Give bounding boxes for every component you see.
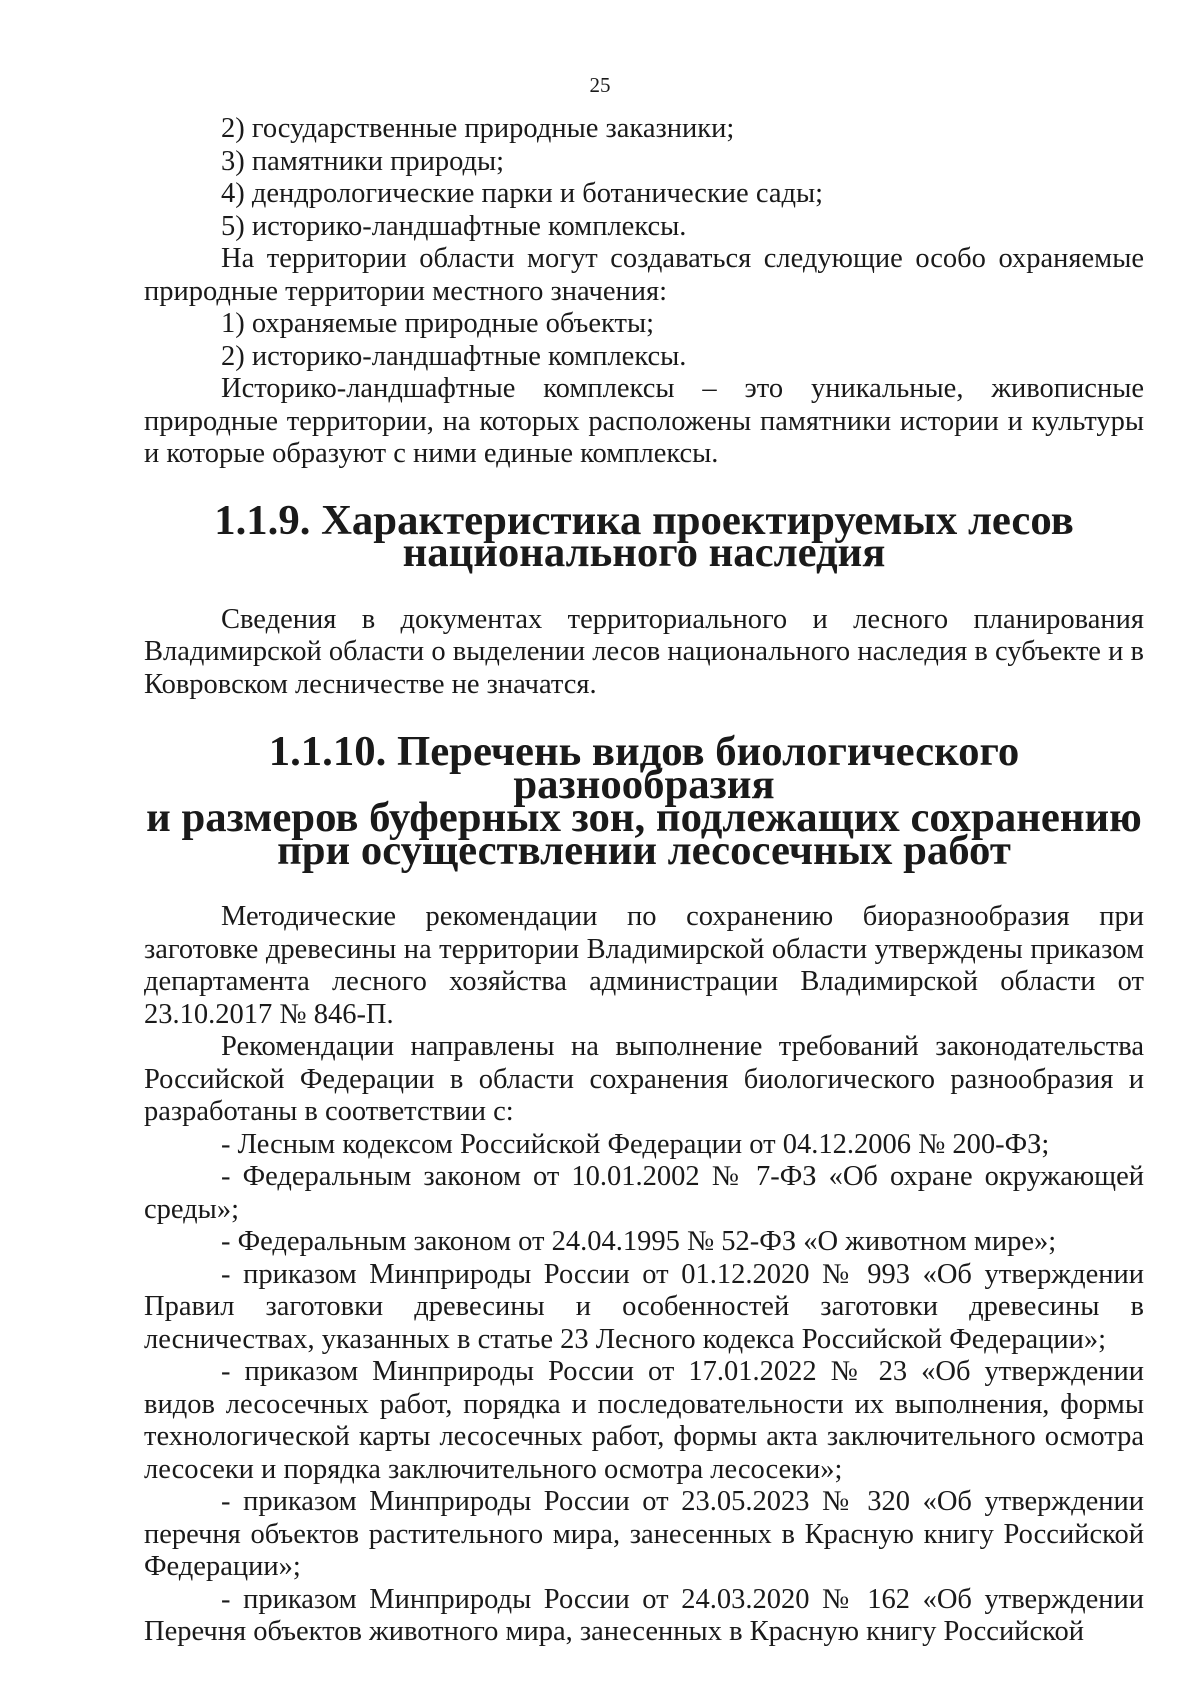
heading-line: при осуществлении лесосечных работ — [277, 827, 1011, 874]
legal-reference-item: - Федеральным законом от 24.04.1995 № 52-ФЗ «О животном мире»; — [221, 1226, 1057, 1257]
list-item: 5) историко-ландшафтные комплексы. — [221, 210, 687, 242]
document-body — [144, 113, 1144, 1649]
list-item: 2) историко-ландшафтные комплексы. — [221, 340, 687, 372]
paragraph: Методические рекомендации по сохранению биоразнообразия при заготовке древесины на территории Владимирской области утверждены приказом департамента лесного хозяйства администрации Владимирской области от 23.10.2017 № 846-П. — [144, 901, 1144, 1030]
legal-reference-item: - приказом Минприроды России от 01.12.2020 № 993 «Об утверждении Правил заготовки древесины и особенностей заготовки древесины в лесничествах, указанных в статье 23 Лесного кодекса Российской Федерации»; — [144, 1258, 1144, 1355]
paragraph-definition: Историко-ландшафтные комплексы – это уникальные, живописные природные территории, на которых расположены памятники истории и культуры и которые образуют с ними единые комплексы. — [144, 373, 1144, 469]
legal-reference-item: - Федеральным законом от 10.01.2002 № 7-ФЗ «Об охране окружающей среды»; — [144, 1161, 1144, 1225]
list-item: 2) государственные природные заказники; — [221, 113, 735, 144]
legal-reference-item: - приказом Минприроды России от 24.03.2020 № 162 «Об утверждении Перечня объектов животного мира, занесенных в Красную книгу Российской — [144, 1583, 1144, 1647]
list-item: 4) дендрологические парки и ботанические сады; — [221, 178, 824, 209]
list-item: 3) памятники природы; — [221, 145, 505, 177]
paragraph-local-intro: На территории области могут создаваться следующие особо охраняемые природные территории местного значения: — [144, 243, 1144, 307]
section-heading-1-1-9: 1.1.9. Характеристика проектируемых лесов национального наследия — [214, 496, 1074, 576]
legal-reference-item: - Лесным кодексом Российской Федерации от 04.12.2006 № 200-ФЗ; — [221, 1128, 1050, 1160]
heading-line: и размеров буферных зон, подлежащих сохранению — [146, 794, 1142, 841]
paragraph-section-1-1-9: Сведения в документах территориального и лесного планирования Владимирской области о выделении лесов национального наследия в субъекте и в Ковровском лесничестве не значатся. — [144, 603, 1144, 700]
page-number: 25 — [589, 73, 611, 97]
heading-line: 1.1.10. Перечень видов биологического разнообразия — [268, 728, 1020, 808]
paragraph: Рекомендации направлены на выполнение требований законодательства Российской Федерации в области сохранения биологического разнообразия и разработаны в соответствии с: — [144, 1031, 1144, 1127]
section-heading-1-1-10 — [144, 728, 1144, 874]
legal-reference-item: - приказом Минприроды России от 23.05.2023 № 320 «Об утверждении перечня объектов растительного мира, занесенных в Красную книгу Российской Федерации»; — [144, 1486, 1144, 1582]
legal-reference-item: - приказом Минприроды России от 17.01.2022 № 23 «Об утверждении видов лесосечных работ, порядка и последовательности их выполнения, формы технологической карты лесосечных работ, формы акта заключительного осмотра лесосеки и порядка заключительного осмотра лесосеки»; — [144, 1356, 1144, 1485]
list-item: 1) охраняемые природные объекты; — [221, 308, 655, 339]
